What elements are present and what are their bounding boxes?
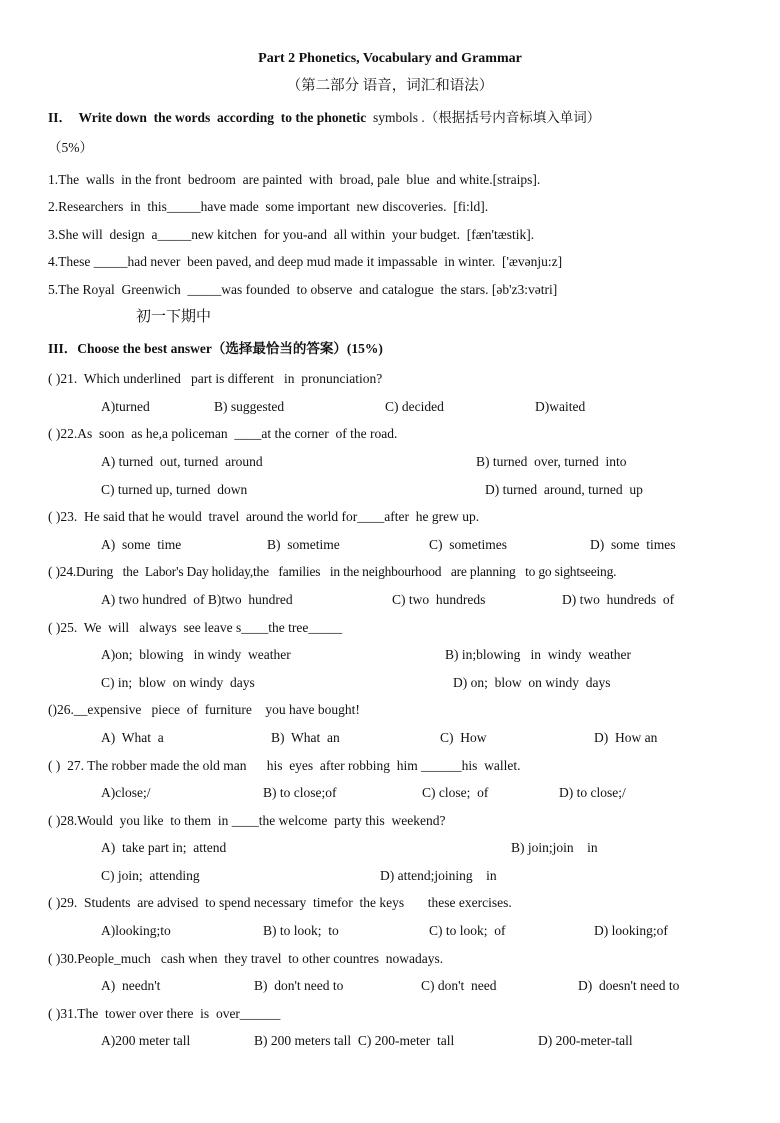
question-24: ( )24.During the Labor's Day holiday,the families in the neighbourhood are planning to go sightseeing. <box>48 564 617 579</box>
q23-option-b: B) sometime <box>267 537 340 552</box>
q28-option-d: D) attend;joining in <box>380 868 497 883</box>
q25-option-d: D) on; blow on windy days <box>453 675 611 690</box>
q26-option-c: C) How <box>440 730 487 745</box>
q22-option-d: D) turned around, turned up <box>485 482 643 497</box>
q25-option-a: A)on; blowing in windy weather <box>101 647 291 662</box>
q30-option-c: C) don't need <box>421 978 497 993</box>
q24-option-d: D) two hundreds of <box>562 592 675 607</box>
q28-option-c: C) join; attending <box>101 868 200 883</box>
phonetic-item-4: 4.These _____had never been paved, and deep mud made it impassable in winter. ['ævənju:z] <box>48 254 563 269</box>
question-28: ( )28.Would you like to them in ____the welcome party this weekend? <box>48 813 446 828</box>
phonetic-item-5: 5.The Royal Greenwich _____was founded to observe and catalogue the stars. [əb'z3:vətri] <box>48 282 558 297</box>
question-29: ( )29. Students are advised to spend necessary timefor the keys these exercises. <box>48 895 512 910</box>
phonetic-item-2: 2.Researchers in this_____have made some important new discoveries. [fi:ld]. <box>48 199 489 214</box>
q30-option-b: B) don't need to <box>254 978 344 993</box>
section2-heading-rest: symbols .（根据括号内音标填入单词） <box>366 110 601 125</box>
q21-option-b: B) suggested <box>214 399 285 414</box>
section3-heading: III．Choose the best answer（选择最恰当的答案）(15%) <box>48 341 383 356</box>
question-26: ()26.__expensive piece of furniture you have bought! <box>48 702 360 717</box>
q21-option-d: D)waited <box>535 399 586 414</box>
q31-option-a: A)200 meter tall <box>101 1033 191 1048</box>
q25-option-b: B) in;blowing in windy weather <box>445 647 631 662</box>
q27-option-b: B) to close;of <box>263 785 337 800</box>
part-subtitle: （第二部分 语音，词汇和语法） <box>286 78 494 94</box>
question-31: ( )31.The tower over there is over______ <box>48 1006 281 1021</box>
phonetic-item-3: 3.She will design a_____new kitchen for you-and all within your budget. [fæn'tæstik]. <box>48 227 535 242</box>
q29-option-d: D) looking;of <box>594 923 668 938</box>
note-text: 初一下期中 <box>136 309 212 325</box>
section2-score: （5%） <box>48 140 93 155</box>
question-27: ( ) 27. The robber made the old man his eyes after robbing him ______his wallet. <box>48 758 521 773</box>
question-22: ( )22.As soon as he,a policeman ____at the corner of the road. <box>48 426 398 441</box>
q30-option-d: D) doesn't need to <box>578 978 680 993</box>
section2-heading <box>48 109 600 127</box>
q22-option-c: C) turned up, turned down <box>101 482 248 497</box>
part-title: Part 2 Phonetics, Vocabulary and Grammar <box>258 51 522 66</box>
q29-option-b: B) to look; to <box>263 923 339 938</box>
question-25: ( )25. We will always see leave s____the tree_____ <box>48 620 343 635</box>
q26-option-b: B) What an <box>271 730 340 745</box>
q23-option-a: A) some time <box>101 537 182 552</box>
q31-option-d: D) 200-meter-tall <box>538 1033 633 1048</box>
q28-option-a: A) take part in; attend <box>101 840 227 855</box>
q27-option-a: A)close;/ <box>101 785 151 800</box>
q21-option-a: A)turned <box>101 399 150 414</box>
question-21: ( )21. Which underlined part is different in pronunciation? <box>48 371 383 386</box>
q22-option-a: A) turned out, turned around <box>101 454 263 469</box>
q24-option-c: C) two hundreds <box>392 592 486 607</box>
q26-option-a: A) What a <box>101 730 164 745</box>
q21-option-c: C) decided <box>385 399 444 414</box>
q27-option-c: C) close; of <box>422 785 489 800</box>
question-23: ( )23. He said that he would travel around the world for____after he grew up. <box>48 509 480 524</box>
q30-option-a: A) needn't <box>101 978 161 993</box>
q23-option-d: D) some times <box>590 537 676 552</box>
section2-heading-bold: II． Write down the words according to the phonetic <box>48 110 367 125</box>
q23-option-c: C) sometimes <box>429 537 507 552</box>
q31-option-bc: B) 200 meters tall C) 200-meter tall <box>254 1033 455 1048</box>
q28-option-b: B) join;join in <box>511 840 598 855</box>
q27-option-d: D) to close;/ <box>559 785 626 800</box>
q25-option-c: C) in; blow on windy days <box>101 675 255 690</box>
phonetic-item-1: 1.The walls in the front bedroom are painted with broad, pale blue and white.[straips]. <box>48 172 541 187</box>
q24-option-ab: A) two hundred of B)two hundred <box>101 592 293 607</box>
q22-option-b: B) turned over, turned into <box>476 454 627 469</box>
q29-option-a: A)looking;to <box>101 923 171 938</box>
question-30: ( )30.People_much cash when they travel to other countres nowadays. <box>48 951 444 966</box>
q29-option-c: C) to look; of <box>429 923 506 938</box>
q26-option-d: D) How an <box>594 730 658 745</box>
